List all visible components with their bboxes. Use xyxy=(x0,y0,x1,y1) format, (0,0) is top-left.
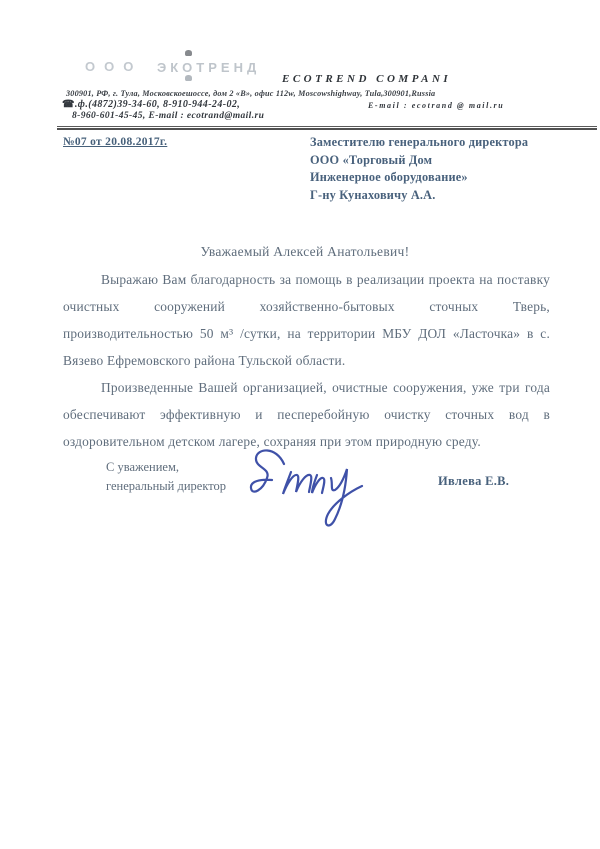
handwritten-signature xyxy=(246,442,396,542)
phone-numbers: .ф.(4872)39-34-60, 8-910-944-24-02, xyxy=(74,99,241,110)
reference-number: №07 от 20.08.2017г. xyxy=(63,136,168,148)
address-line: 300901, РФ, г. Тула, Московскоешоссе, дом 2 «В», офис 112w, Moscowshighway, Tula,300901,Russia xyxy=(66,89,436,98)
logo-brand-label: ЭКОТРЕНД xyxy=(157,60,261,75)
closing-position: генеральный директор xyxy=(106,479,227,493)
company-name-en: ECOTREND COMPANI xyxy=(282,73,452,85)
recipient-line: Г-ну Кунаховичу А.А. xyxy=(310,187,436,202)
phone-line xyxy=(62,99,240,110)
header-divider xyxy=(57,126,597,130)
gem-icon xyxy=(185,50,192,56)
logo-ooo-label: ООО xyxy=(85,59,143,74)
signatory-name: Ивлева Е.В. xyxy=(438,474,510,488)
salutation: Уважаемый Алексей Анатольевич! xyxy=(200,244,410,259)
closing-regards: С уважением, xyxy=(106,460,179,474)
email-line: E-mail : ecotrand @ mail.ru xyxy=(368,101,505,110)
recipient-line: Заместителю генерального директора xyxy=(310,135,529,149)
gem-icon xyxy=(185,75,192,81)
recipient-line: Инженерное оборудование» xyxy=(310,170,468,184)
body-paragraph: Произведенные Вашей организацией, очистные сооружения, уже три года обеспечивают эффективную и песперебойную очистку сточных вод в оздоровительном детском лагере, сохраняя при этом природную среду. xyxy=(63,380,550,449)
phone-icon: ☎ xyxy=(62,99,75,110)
phone-line-2: 8-960-601-45-45, E-mail : ecotrand@mail.ru xyxy=(72,111,265,121)
letter-body xyxy=(63,266,550,455)
body-paragraph: Выражаю Вам благодарность за помощь в реализации проекта на поставку очистных сооружений хозяйственно-бытовых сточных Тверь, производительностью 50 м³ /сутки, на территории МБУ ДОЛ «Ласточка» в с. Вязево Ефремовского района Тульской области. xyxy=(63,272,550,368)
recipient-line: ООО «Торговый Дом xyxy=(310,152,433,167)
recipient-block xyxy=(310,134,528,204)
logo-brand-wrap xyxy=(157,59,260,77)
